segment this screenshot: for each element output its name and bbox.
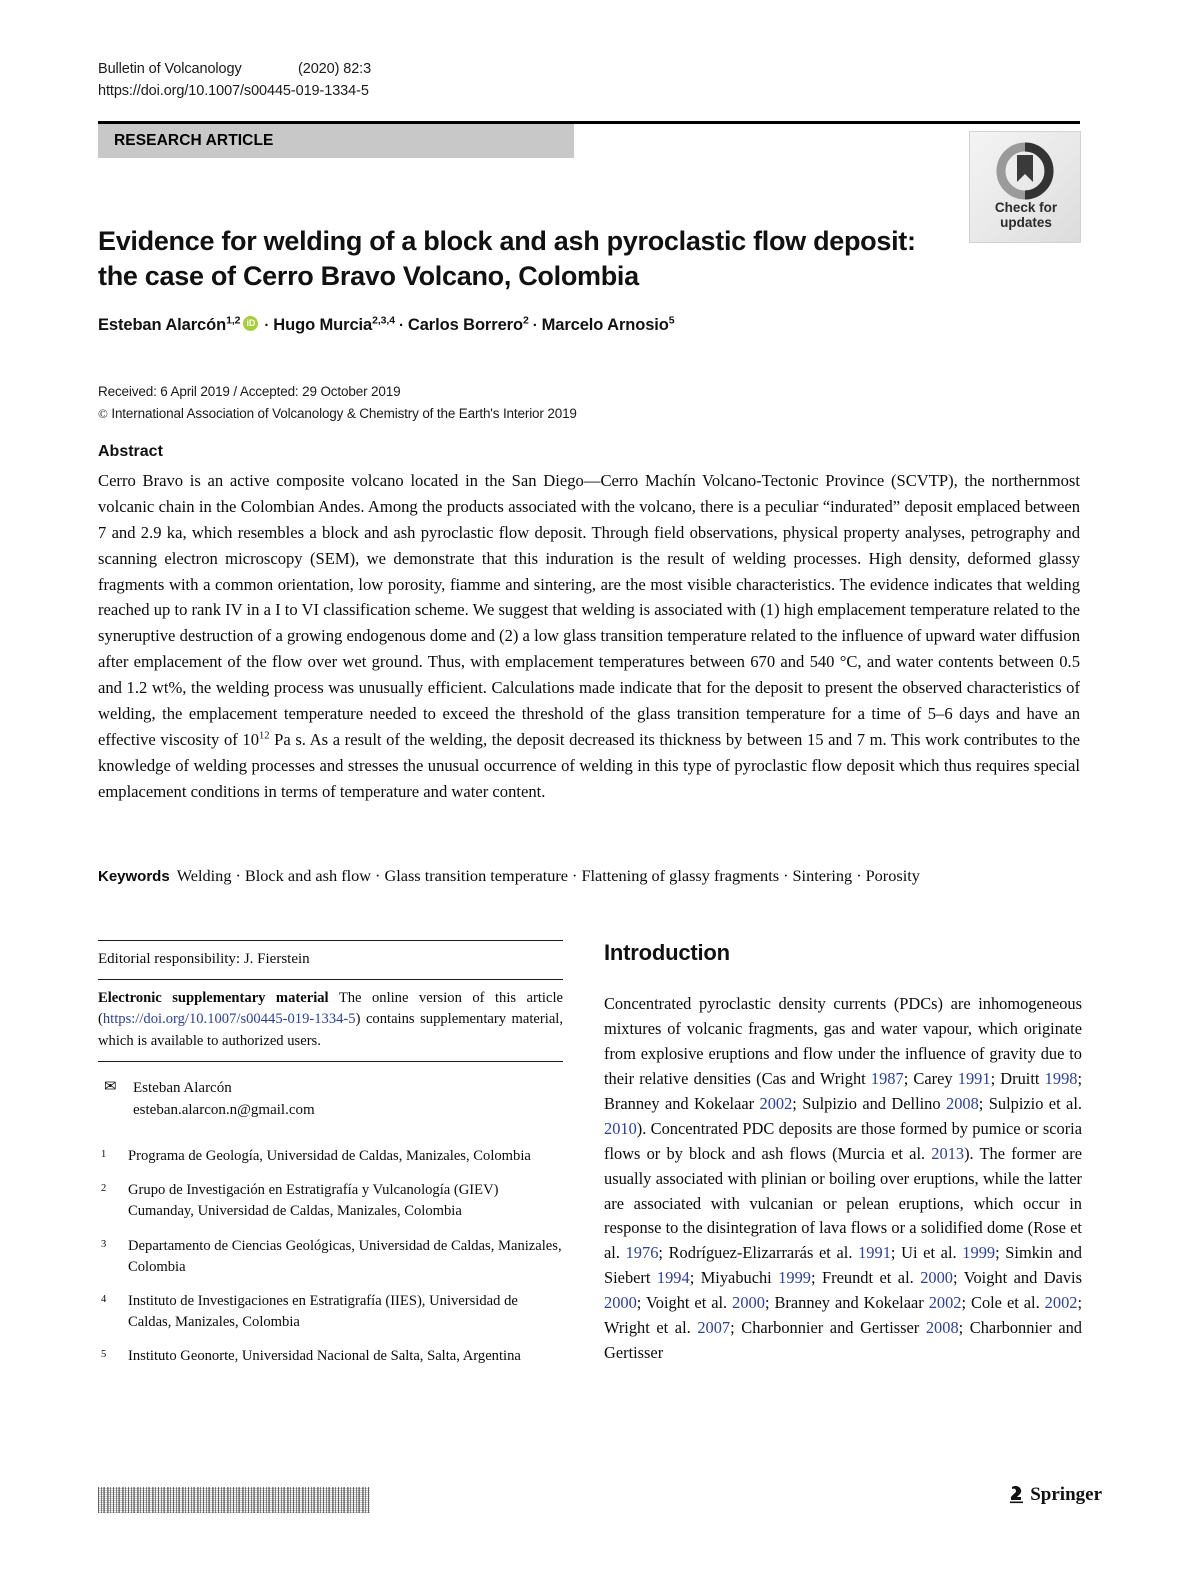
citation-year-link[interactable]: 1999: [778, 1268, 811, 1288]
author-1[interactable]: [98, 316, 240, 334]
affiliation-number: 2: [101, 1183, 107, 1195]
author-1-name: Esteban Alarcón: [98, 315, 227, 334]
corresponding-author-block: [98, 1062, 563, 1122]
introduction-text-run: ; Druitt: [990, 1068, 1045, 1088]
author-4-name: Marcelo Arnosio: [541, 315, 669, 334]
supplementary-text-1: The online version of this article (: [98, 989, 563, 1028]
author-3-affiliation-marks: 2: [522, 314, 529, 326]
citation-year-link[interactable]: 1999: [962, 1243, 996, 1263]
introduction-text-run: ; Miyabuchi: [689, 1268, 779, 1288]
affiliation-text: Instituto de Investigaciones en Estratigrafía (IIES), Universidad de Caldas, Manizales, Colombia: [128, 1292, 518, 1330]
introduction-text-run: ; Voight and Davis: [952, 1268, 1082, 1288]
journal-issue: (2020) 82:3: [298, 61, 372, 77]
affiliation-entry: [98, 1236, 563, 1278]
affiliation-entry: [98, 1180, 563, 1222]
affiliation-text: Programa de Geología, Universidad de Caldas, Manizales, Colombia: [128, 1148, 531, 1165]
citation-year-link[interactable]: 2013: [931, 1143, 965, 1163]
introduction-text-run: ; Simkin and Siebert: [604, 1243, 1083, 1288]
keyword-item[interactable]: Sintering: [792, 866, 853, 885]
supplementary-label: Electronic supplementary material: [98, 989, 329, 1006]
citation-year-link[interactable]: 2000: [920, 1268, 953, 1288]
journal-header: [98, 58, 1078, 103]
introduction-text-run: ; Carey: [903, 1068, 958, 1088]
abstract-part-2: Pa s. As a result of the welding, the deposit decreased its thickness by between 15 and 7 m. This work contributes to the knowledge of welding processes and stresses the unusual occurrence of welding in this type of pyroclastic flow deposit which thus requires special emplacement conditions in terms of temperature and water content.: [98, 729, 1080, 801]
introduction-text-run: Concentrated pyroclastic density currents (PDCs) are inhomogeneous mixtures of volcanic fragments, gas and water vapour, which originate from explosive eruptions and flow under the influence of gravity due to their relative densities (Cas and Wright: [604, 994, 1082, 1088]
introduction-heading: Introduction: [604, 940, 730, 965]
citation-year-link[interactable]: 2000: [604, 1293, 637, 1313]
author-4-affiliation-marks: 5: [668, 314, 675, 326]
introduction-text-run: ; Ui et al.: [890, 1243, 963, 1263]
citation-year-link[interactable]: 2008: [925, 1318, 959, 1338]
author-2-affiliation-marks: 2,3,4: [372, 314, 395, 326]
copyright-line: [98, 403, 998, 425]
received-accepted-line: Received: 6 April 2019 / Accepted: 29 October 2019: [98, 384, 401, 399]
copyright-holder: International Association of Volcanology & Chemistry of the Earth's Interior 2019: [111, 405, 577, 421]
corresponding-author-email[interactable]: esteban.alarcon.n@gmail.com: [133, 1102, 315, 1119]
crossmark-text: [970, 200, 1082, 230]
citation-year-link[interactable]: 2010: [604, 1118, 637, 1138]
author-2[interactable]: [273, 316, 395, 334]
affiliation-text: Instituto Geonorte, Universidad Nacional de Salta, Salta, Argentina: [128, 1348, 521, 1365]
author-3[interactable]: [408, 316, 529, 334]
journal-doi[interactable]: https://doi.org/10.1007/s00445-019-1334-5: [98, 83, 369, 100]
affiliation-number: 4: [101, 1293, 107, 1305]
keyword-item[interactable]: Welding: [176, 866, 232, 885]
corresponding-author-details: [133, 1078, 315, 1122]
affiliation-number: 5: [101, 1349, 107, 1361]
abstract-part-1: Cerro Bravo is an active composite volcano located in the San Diego—Cerro Machín Volcano-Tectonic Province (SCVTP), the northernmost volcanic chain in the Colombian Andes. Among the products associated with the volcano, there is a peculiar “indurated” deposit emplaced between 7 and 2.9 ka, which resembles a block and ash pyroclastic flow deposit. Through field observations, physical property analyses, petrography and scanning electron microscopy (SEM), we demonstrate that this induration is the result of welding processes. High density, deformed glassy fragments with a common orientation, low porosity, fiamme and sintering, are the most visible characteristics. The evidence indicates that welding reached up to rank IV in a I to VI classification scheme. We suggest that welding is associated with (1) high emplacement temperature related to the syneruptive destruction of a growing endogenous dome and (2) a low glass transition temperature related to the influence of upward water diffusion after emplacement of the flow over wet ground. Thus, with emplacement temperatures between 670 and 540 °C, and water contents between 0.5 and 1.2 wt%, the welding process was unusually efficient. Calculations made indicate that for the deposit to present the observed characteristics of welding, the emplacement temperature needed to exceed the threshold of the glass transition temperature for a time of 5–6 days and have an effective viscosity of 10: [98, 471, 1080, 749]
keyword-item[interactable]: Porosity: [865, 866, 920, 885]
supplementary-text-2: ) contains supplementary material, which is available to authorized users.: [98, 1011, 563, 1049]
article-type-banner: [98, 124, 574, 158]
affiliation-number: 1: [101, 1149, 107, 1161]
publication-dates: [98, 381, 998, 425]
introduction-text-run: ; Wright et al.: [604, 1293, 1083, 1338]
introduction-text-run: ; Rodríguez-Elizarrarás et al.: [658, 1243, 859, 1263]
introduction-text-run: ; Cole et al.: [961, 1293, 1045, 1313]
author-2-name: Hugo Murcia: [273, 315, 373, 334]
introduction-text-run: ; Sulpizio et al.: [978, 1093, 1082, 1113]
keyword-separator: ·: [572, 866, 578, 885]
citation-year-link[interactable]: 2007: [697, 1318, 731, 1338]
barcode-image: [98, 1487, 370, 1513]
orcid-icon[interactable]: [243, 316, 258, 331]
keyword-separator: ·: [856, 866, 862, 885]
keywords-items: [177, 866, 920, 885]
introduction-column: [604, 940, 1082, 1366]
affiliation-entry: [98, 1346, 563, 1367]
citation-year-link[interactable]: 1991: [858, 1243, 891, 1263]
crossmark-line2: updates: [1000, 215, 1052, 231]
citation-year-link[interactable]: 1998: [1044, 1068, 1078, 1088]
introduction-text-run: ). The former are usually associated with plinian or boiling over eruptions, while the latter are associated with vulcanian or pelean eruptions, which occur in response to the disintegration of lava flows or a solidified dome (Rose et al.: [604, 1143, 1083, 1263]
publisher-name: Springer: [1030, 1484, 1102, 1505]
copyright-symbol: ©: [98, 405, 108, 421]
citation-year-link[interactable]: 1976: [625, 1243, 659, 1263]
author-separator-1: ·: [264, 316, 270, 334]
citation-year-link[interactable]: 2002: [759, 1093, 793, 1113]
introduction-text-run: ; Voight et al.: [636, 1293, 733, 1313]
abstract-heading: Abstract: [98, 443, 163, 460]
journal-citation-line: [98, 58, 1078, 80]
author-separator-2: ·: [398, 316, 404, 334]
author-list: [98, 314, 1048, 335]
page-title: Evidence for welding of a block and ash pyroclastic flow deposit: the case of Cerro Bravo Volcano, Colombia: [98, 226, 916, 292]
citation-year-link[interactable]: 1987: [870, 1068, 904, 1088]
citation-year-link[interactable]: 2000: [732, 1293, 765, 1313]
keyword-separator: ·: [375, 866, 381, 885]
introduction-text-run: ; Freundt et al.: [811, 1268, 921, 1288]
check-for-updates-badge[interactable]: [969, 131, 1081, 243]
springer-knight-icon: [1008, 1484, 1025, 1506]
affiliation-text: Departamento de Ciencias Geológicas, Universidad de Caldas, Manizales, Colombia: [128, 1237, 562, 1275]
introduction-text-run: ; Sulpizio and Dellino: [792, 1093, 946, 1113]
article-type-label: RESEARCH ARTICLE: [114, 132, 274, 149]
publisher-logo: [1008, 1484, 1102, 1506]
supplementary-material-note: [98, 980, 563, 1062]
abstract-text: [98, 468, 1080, 804]
introduction-text-run: ; Branney and Kokelaar: [604, 1068, 1083, 1113]
citation-year-link[interactable]: 2002: [1044, 1293, 1078, 1313]
citation-year-link[interactable]: 1991: [957, 1068, 991, 1088]
affiliation-number: 3: [101, 1238, 107, 1250]
journal-name: Bulletin of Volcanology: [98, 61, 242, 77]
author-3-name: Carlos Borrero: [407, 315, 523, 334]
affiliations-list: [98, 1122, 563, 1367]
envelope-icon: ✉: [104, 1079, 117, 1096]
citation-year-link[interactable]: 1994: [656, 1268, 690, 1288]
supplementary-doi-link[interactable]: https://doi.org/10.1007/s00445-019-1334-5: [102, 1011, 356, 1028]
keywords-line: [98, 865, 1080, 888]
introduction-text: [604, 992, 1082, 1366]
crossmark-icon: [996, 142, 1054, 200]
keyword-item[interactable]: Block and ash flow: [244, 866, 372, 885]
introduction-text-run: ; Charbonnier and Gertisser: [730, 1318, 926, 1338]
footnote-column: [98, 940, 563, 1380]
editorial-responsibility: Editorial responsibility: J. Fierstein: [98, 951, 310, 967]
keyword-separator: ·: [235, 866, 241, 885]
citation-year-link[interactable]: 2008: [946, 1093, 979, 1113]
author-4[interactable]: [542, 316, 675, 334]
crossmark-line1: Check for: [994, 200, 1058, 215]
affiliation-entry: [98, 1291, 563, 1333]
affiliation-text: Grupo de Investigación en Estratigrafía y Vulcanología (GIEV) Cumanday, Universidad de Caldas, Manizales, Colombia: [128, 1182, 499, 1220]
introduction-text-run: ). Concentrated PDC deposits are those formed by pumice or scoria flows or by block and ash flows (Murcia et al.: [604, 1118, 1082, 1163]
abstract-exponent: 12: [259, 730, 270, 742]
author-1-affiliation-marks: 1,2: [226, 314, 241, 326]
keywords-label: Keywords: [98, 868, 170, 885]
corresponding-author-name: Esteban Alarcón: [133, 1080, 232, 1097]
keyword-item[interactable]: Glass transition temperature: [384, 866, 569, 885]
keyword-separator: ·: [783, 866, 789, 885]
introduction-text-run: ; Charbonnier and Gertisser: [604, 1318, 1082, 1363]
citation-year-link[interactable]: 2002: [928, 1293, 962, 1313]
affiliation-entry: [98, 1146, 563, 1167]
author-separator-3: ·: [532, 316, 538, 334]
introduction-text-run: ; Branney and Kokelaar: [764, 1293, 929, 1313]
keyword-item[interactable]: Flattening of glassy fragments: [581, 866, 780, 885]
